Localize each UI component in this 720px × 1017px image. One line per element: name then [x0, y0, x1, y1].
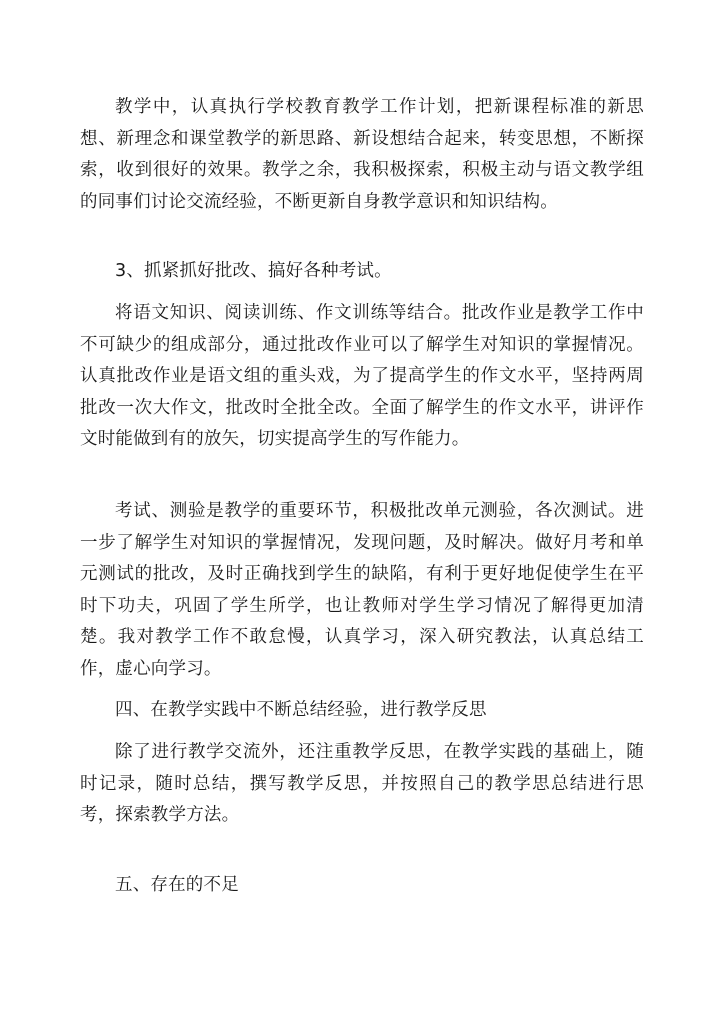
paragraph-homework-grading: 将语文知识、阅读训练、作文训练等结合。批改作业是教学工作中不可缺少的组成部分，通过批改作业可以了解学生对知识的掌握情况。认真批改作业是语文组的重头戏，为了提高学生的作文水平，坚持两周批改一次大作文，批改时全批全改。全面了解学生的作文水平，讲评作文时能做到有的放矢，切实提高学生的写作能力。 [80, 303, 644, 450]
heading-reflection: 四、在教学实践中不断总结经验，进行教学反思 [115, 700, 487, 720]
paragraph-exams-tests: 考试、测验是教学的重要环节，积极批改单元测验，各次测试。进一步了解学生对知识的掌握情况，发现问题，及时解决。做好月考和单元测试的批改，及时正确找到学生的缺陷，有利于更好地促使学生在平时下功夫，巩固了学生所学，也让教师对学生学习情况了解得更加清楚。我对教学工作不敢怠慢，认真学习，深入研究教法，认真总结工作，虚心向学习。 [80, 501, 644, 679]
paragraph-teaching-plan: 教学中，认真执行学校教育教学工作计划，把新课程标准的新思想、新理念和课堂教学的新思路、新设想结合起来，转变思想，不断探索，收到很好的效果。教学之余，我积极探索，积极主动与语文教学组的同事们讨论交流经验，不断更新自身教学意识和知识结构。 [80, 97, 644, 212]
paragraph-reflection: 除了进行教学交流外，还注重教学反思，在教学实践的基础上，随时记录，随时总结，撰写教学反思，并按照自己的教学思总结进行思考，探索教学方法。 [80, 742, 644, 826]
heading-shortcomings: 五、存在的不足 [115, 875, 239, 895]
heading-grading-exams: 3、抓紧抓好批改、搞好各种考试。 [115, 261, 392, 281]
